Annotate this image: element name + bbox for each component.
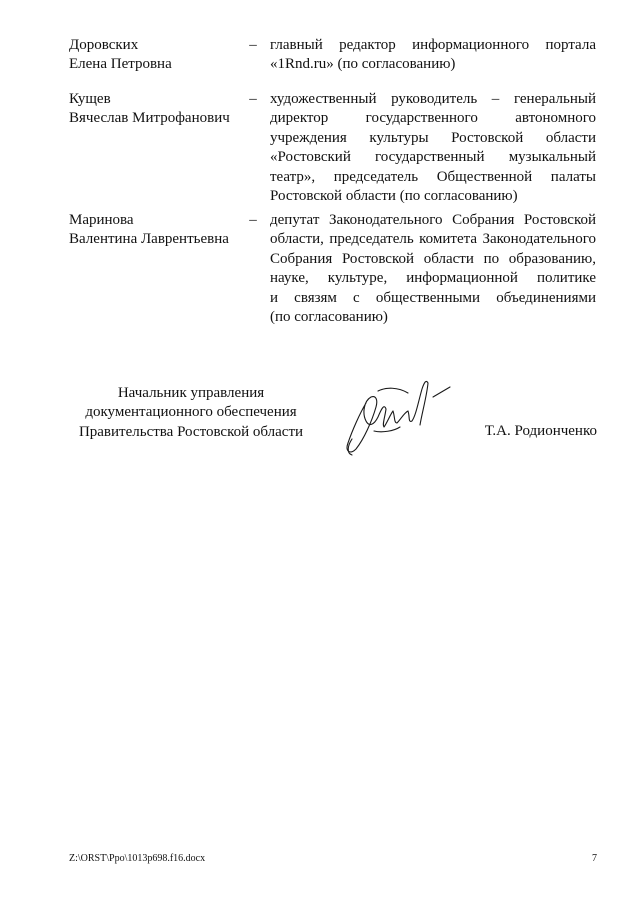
member-entry	[69, 90, 596, 210]
member-dash: –	[249, 91, 257, 107]
file-path: Z:\ORST\Ppo\1013p698.f16.docx	[69, 853, 206, 864]
member-description	[270, 36, 596, 75]
member-given-names: Елена Петровна	[69, 56, 172, 73]
member-entry	[69, 36, 596, 76]
description-line: области, председатель комитета Законодательного	[270, 231, 596, 248]
description-line: театр», председатель Общественной палаты	[270, 168, 596, 185]
member-surname: Доровских	[69, 37, 139, 53]
signatory-title-line: Начальник управления	[117, 385, 265, 401]
description-line: учреждения культуры Ростовской области	[270, 129, 596, 146]
member-dash: –	[249, 212, 257, 228]
handwritten-signature	[338, 373, 458, 459]
description-line: (по согласованию)	[270, 308, 388, 325]
description-line: и связям с общественными объединениями	[270, 289, 596, 306]
member-name	[69, 211, 244, 250]
description-line: главный редактор информационного портала	[270, 37, 596, 53]
description-line: депутат Законодательного Собрания Ростовской	[270, 212, 596, 228]
member-name	[69, 90, 244, 129]
member-surname: Маринова	[69, 212, 134, 228]
description-line: директор государственного автономного	[270, 110, 596, 127]
member-surname: Кущев	[69, 91, 111, 107]
signer-name: Т.А. Родионченко	[484, 423, 597, 439]
description-line: «Ростовский государственный музыкальный	[270, 149, 596, 166]
description-line: Ростовской области (по согласованию)	[270, 187, 518, 204]
description-line: «1Rnd.ru» (по согласованию)	[270, 56, 456, 73]
description-line: Собрания Ростовской области по образованию,	[270, 250, 596, 267]
member-description	[270, 211, 596, 327]
member-name	[69, 36, 244, 75]
signatory-title	[66, 384, 316, 442]
description-line: художественный руководитель – генеральный	[270, 91, 596, 107]
signatory-title-line: документационного обеспечения	[85, 404, 297, 421]
member-description	[270, 90, 596, 206]
page-number: 7	[592, 853, 597, 864]
member-given-names: Валентина Лаврентьевна	[69, 231, 229, 248]
description-line: науке, культуре, информационной политике	[270, 270, 596, 287]
member-entry	[69, 211, 596, 331]
member-given-names: Вячеслав Митрофанович	[69, 110, 230, 127]
member-dash: –	[249, 37, 257, 53]
signatory-title-line: Правительства Ростовской области	[78, 423, 304, 440]
